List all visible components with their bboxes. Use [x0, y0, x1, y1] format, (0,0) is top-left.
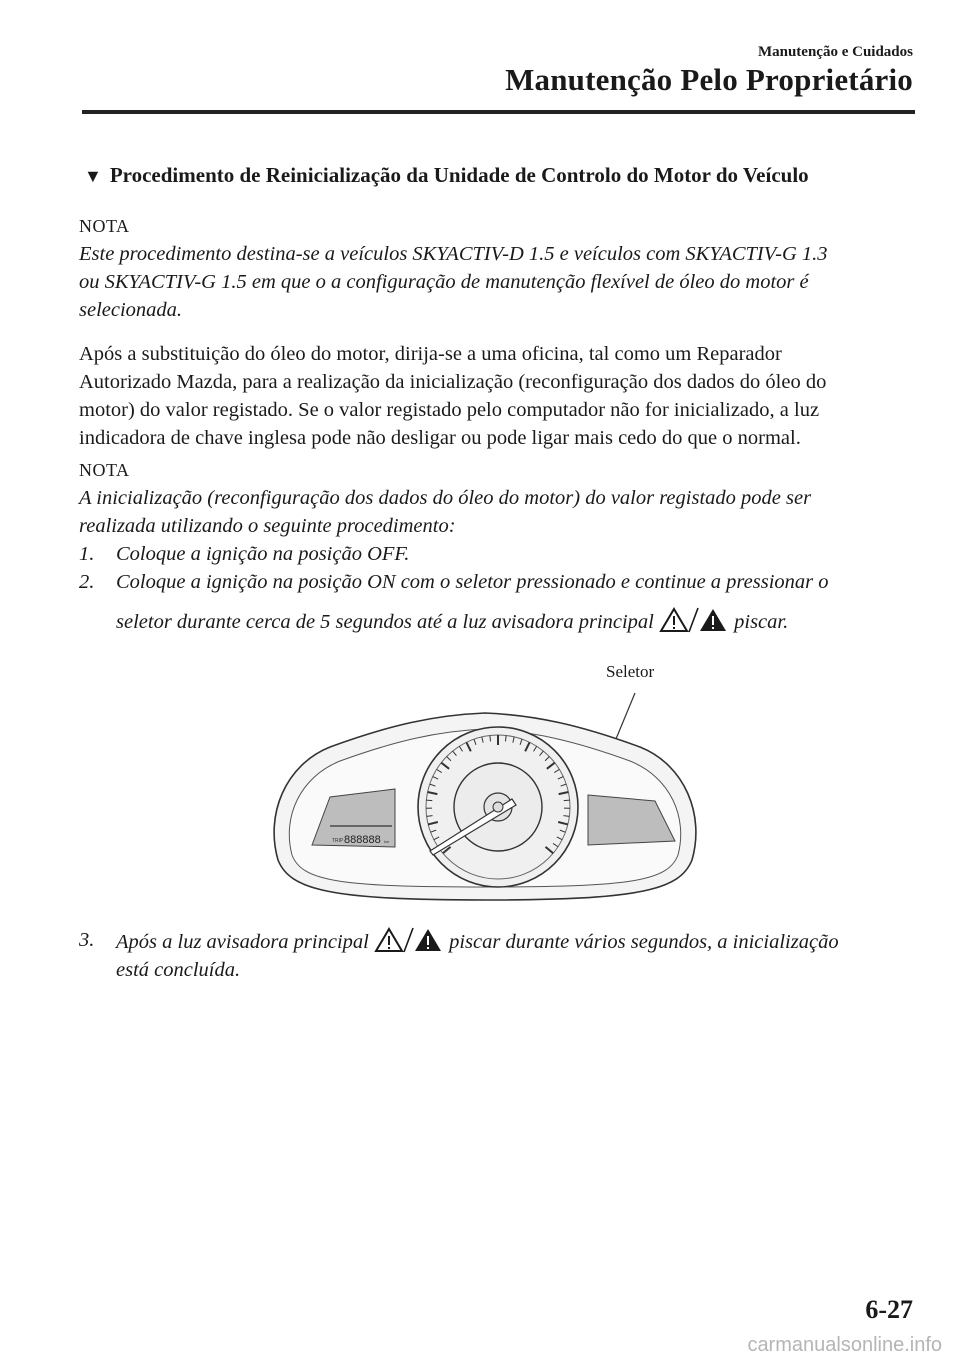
paragraph-line: Após a substituição do óleo do motor, dirija-se a uma oficina, tal como um Reparador: [79, 343, 782, 365]
note-1-line: ou SKYACTIV-G 1.5 em que o a configuração de manutenção flexível de óleo do motor é: [79, 271, 809, 293]
paragraph-line: motor) do valor registado. Se o valor registado pelo computador não for inicializado, a luz: [79, 399, 820, 421]
header-section: Manutenção e Cuidados: [757, 44, 913, 60]
header-chapter: Manutenção Pelo Proprietário: [505, 62, 913, 97]
step-text: [116, 926, 919, 984]
note-2-label: NOTA: [79, 460, 130, 480]
master-warning-icon: [659, 606, 729, 634]
paragraph-line: Autorizado Mazda, para a realização da inicialização (reconfiguração dos dados do óleo do: [79, 371, 827, 393]
odometer-prefix: TRIP: [332, 838, 344, 844]
step-2-line-2: seletor durante cerca de 5 segundos até a luz avisadora principal: [116, 611, 654, 633]
note-2: [79, 456, 919, 636]
triangle-marker-icon: ▼: [84, 166, 102, 186]
step-3-item: [79, 926, 919, 984]
note-2-line: realizada utilizando o seguinte procedimento:: [79, 515, 456, 537]
gauge-tick: [505, 735, 506, 741]
odometer-value: 888888: [344, 834, 381, 846]
step-2: [79, 568, 919, 636]
step-2-line-2-end: piscar.: [734, 611, 789, 633]
step-3-post: piscar durante vários segundos, a inicialização: [449, 931, 839, 953]
step-3-pre: Após a luz avisadora principal: [116, 931, 369, 953]
note-1-line: selecionada.: [79, 299, 183, 321]
note-2-line: A inicialização (reconfiguração dos dados do óleo do motor) do valor registado pode ser: [79, 487, 812, 509]
section-title: [84, 163, 809, 188]
step-number: 3.: [79, 929, 95, 951]
gauge-tick: [426, 800, 432, 801]
step-1: [79, 540, 919, 568]
note-1-label: NOTA: [79, 216, 130, 236]
step-number: 2.: [79, 571, 95, 593]
step-3-line-2: está concluída.: [116, 959, 241, 981]
figure-label: Seletor: [606, 662, 655, 681]
page-number: 6-27: [865, 1295, 913, 1324]
step-2-line-1: Coloque a ignição na posição ON com o seletor pressionado e continue a pressionar o: [116, 571, 829, 593]
step-text: [116, 568, 919, 636]
note-1: [79, 212, 919, 324]
gauge-tick: [564, 800, 570, 801]
gauge-tick: [490, 735, 491, 741]
step-3: [79, 926, 919, 984]
watermark: carmanualsonline.info: [747, 1334, 942, 1356]
paragraph-line: indicadora de chave inglesa pode não desligar ou pode ligar mais cedo do que o normal.: [79, 427, 801, 449]
header-rule: [82, 110, 915, 114]
step-number: 1.: [79, 543, 95, 565]
body-paragraph: [79, 340, 919, 452]
step-text: Coloque a ignição na posição OFF.: [116, 543, 410, 565]
odometer-unit: km: [384, 839, 390, 844]
instrument-cluster-figure: [260, 655, 710, 915]
master-warning-icon: [374, 926, 444, 954]
note-1-line: Este procedimento destina-se a veículos SKYACTIV-D 1.5 e veículos com SKYACTIV-G 1.3: [79, 243, 828, 265]
section-title-text: Procedimento de Reinicialização da Unidade de Controlo do Motor do Veículo: [109, 163, 809, 187]
